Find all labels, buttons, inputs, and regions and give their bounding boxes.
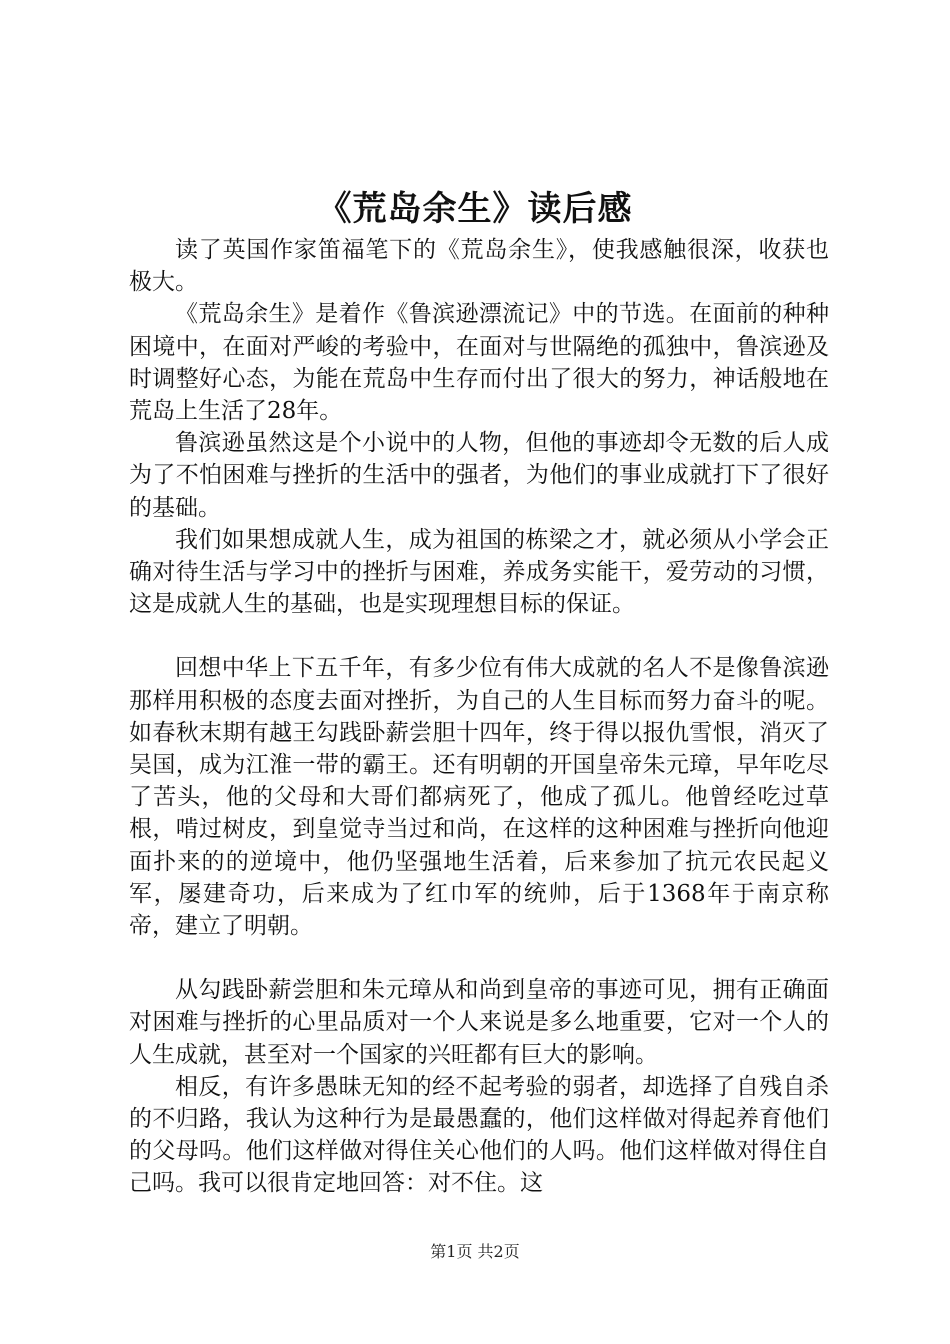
- paragraph-influence: 鲁滨逊虽然这是个小说中的人物，但他的事迹却令无数的后人成为了不怕困难与挫折的生活中的强者，为他们的事业成就打下了很好的基础。: [129, 430, 829, 521]
- page-footer: 第1页 共2页: [430, 1242, 520, 1261]
- paragraph-lesson: 我们如果想成就人生，成为祖国的栋梁之才，就必须从小学会正确对待生活与学习中的挫折与困难，养成务实能干，爱劳动的习惯，这是成就人生的基础，也是实现理想目标的保证。: [129, 526, 829, 618]
- paragraph-history: 回想中华上下五千年，有多少位有伟大成就的名人不是像鲁滨逊那样用积极的态度去面对挫折，为自己的人生目标而努力奋斗的呢。如春秋末期有越王勾践卧薪尝胆十四年，终于得以报仇雪恨，消灭了吴国，成为江淮一带的霸王。还有明朝的开国皇帝朱元璋，早年吃尽了苦头，他的父母和大哥们都病死了，他成了孤儿。他曾经吃过草根，啃过树皮，到皇觉寺当过和尚，在这样的这种困难与挫折向他迎面扑来的的逆境中，他仍坚强地生活着，后来参加了抗元农民起义军，屡建奇功，后来成为了红巾军的统帅，后于1368年于南京称帝，建立了明朝。: [129, 655, 829, 940]
- paragraph-contrast: 相反，有许多愚昧无知的经不起考验的弱者，却选择了自残自杀的不归路，我认为这种行为是最愚蠢的，他们这样做对得起养育他们的父母吗。他们这样做对得住关心他们的人吗。他们这样做对得住自己吗。我可以很肯定地回答：对不住。这: [129, 1073, 829, 1197]
- document-title: 《荒岛余生》读后感: [317, 189, 633, 229]
- document-body: [129, 234, 829, 1200]
- paragraph-summary: 《荒岛余生》是着作《鲁滨逊漂流记》中的节选。在面前的种种困境中，在面对严峻的考验中，在面对与世隔绝的孤独中，鲁滨逊及时调整好心态，为能在荒岛中生存而付出了很大的努力，神话般地在荒岛上生活了28年。: [129, 301, 829, 425]
- paragraph-conclusion: 从勾践卧薪尝胆和朱元璋从和尚到皇帝的事迹可见，拥有正确面对困难与挫折的心里品质对一个人来说是多么地重要，它对一个人的人生成就，甚至对一个国家的兴旺都有巨大的影响。: [129, 977, 829, 1068]
- paragraph-intro: 读了英国作家笛福笔下的《荒岛余生》，使我感触很深，收获也极大。: [129, 237, 829, 296]
